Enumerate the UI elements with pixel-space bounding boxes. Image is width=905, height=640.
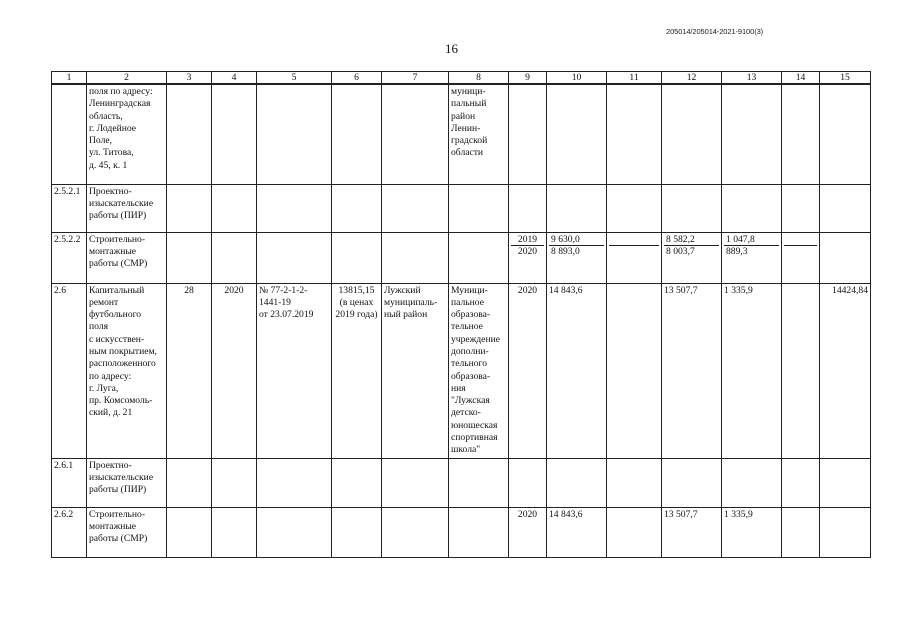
cell-c9: [509, 458, 547, 507]
cell-c13: [722, 458, 782, 507]
cell-c4: [212, 84, 257, 184]
cell-c10: [547, 458, 607, 507]
cell-c10: [547, 184, 607, 232]
cell-c15: [820, 232, 871, 283]
cell-c10: 14 843,6: [547, 507, 607, 557]
header-cell: 9: [509, 72, 547, 85]
cell-c6: [332, 184, 382, 232]
cell-c4: 2020: [212, 283, 257, 458]
page-number: 16: [445, 41, 458, 56]
cell-c6: 13815,15 (в ценах 2019 года): [332, 283, 382, 458]
header-cell: 13: [722, 72, 782, 85]
cell-number: 2.5.2.1: [52, 184, 87, 232]
table-row: [52, 184, 871, 232]
c12-first: 8 582,2: [664, 234, 719, 246]
header-cell: 14: [782, 72, 820, 85]
cell-c14: [782, 458, 820, 507]
cell-c5: № 77-2-1-2- 1441-19 от 23.07.2019: [257, 283, 332, 458]
cell-c8: [449, 507, 509, 557]
cell-c3: [167, 507, 212, 557]
cell-name: Капитальный ремонт футбольного поля с искусствен- ным покрытием, расположенного по адресу: г. Луга, пр. Комсомоль- ский, д. 21: [87, 283, 167, 458]
cell-c14: [782, 232, 820, 283]
cell-c7: [382, 507, 449, 557]
amount-second: 8 893,0: [551, 245, 580, 257]
cell-c12: [662, 232, 722, 283]
table-row: [52, 458, 871, 507]
cell-c15: 14424,84: [820, 283, 871, 458]
cell-number: [52, 84, 87, 184]
header-cell: 12: [662, 72, 722, 85]
cell-name: поля по адресу: Ленинградская область, г. Лодейное Поле, ул. Титова, д. 45, к. 1: [87, 84, 167, 184]
cell-c8: [449, 184, 509, 232]
table-row: [52, 507, 871, 557]
header-cell: 11: [607, 72, 662, 85]
cell-c11: [607, 84, 662, 184]
cell-c9: 2020: [509, 507, 547, 557]
cell-c10: [547, 84, 607, 184]
cell-c3: [167, 184, 212, 232]
cell-c12: [662, 184, 722, 232]
document-code: 205014/205014-2021-9100(3): [666, 27, 764, 36]
cell-c6: [332, 84, 382, 184]
c13-first: 1 047,8: [724, 234, 779, 246]
cell-c15: [820, 507, 871, 557]
cell-c6: [332, 458, 382, 507]
header-cell: 7: [382, 72, 449, 85]
cell-c7: Лужский муниципаль- ный район: [382, 283, 449, 458]
cell-c8: муници- пальный район Ленин- градской области: [449, 84, 509, 184]
cell-c11: [607, 232, 662, 283]
c11-first: [609, 234, 659, 246]
year-first: 2019: [511, 234, 544, 246]
cell-c3: [167, 458, 212, 507]
cell-c4: [212, 232, 257, 283]
table-row: [52, 232, 871, 283]
cell-c6: [332, 507, 382, 557]
cell-c12: [662, 458, 722, 507]
cell-c12: 13 507,7: [662, 283, 722, 458]
cell-c13: [722, 184, 782, 232]
header-cell: 3: [167, 72, 212, 85]
header-cell: 8: [449, 72, 509, 85]
cell-c9: [509, 184, 547, 232]
cell-c7: [382, 458, 449, 507]
table-row: [52, 84, 871, 184]
cell-c6: [332, 232, 382, 283]
header-row: [52, 72, 871, 85]
cell-number: 2.6: [52, 283, 87, 458]
amount-first: 9 630,0: [549, 234, 604, 246]
cell-c5: [257, 507, 332, 557]
table-row: [52, 283, 871, 458]
cell-c5: [257, 184, 332, 232]
cell-c7: [382, 84, 449, 184]
cell-c15: [820, 184, 871, 232]
cell-c8: Муници- пальное образова- тельное учреждение дополни- тельного образова- ния "Лужская детско- юношеская спортивная школа": [449, 283, 509, 458]
cell-c13: [722, 232, 782, 283]
cell-c14: [782, 184, 820, 232]
header-cell: 10: [547, 72, 607, 85]
c12-second: 8 003,7: [666, 245, 695, 257]
cell-c5: [257, 232, 332, 283]
header-cell: 2: [87, 72, 167, 85]
c13-second: 889,3: [726, 245, 748, 257]
cell-c15: [820, 458, 871, 507]
cell-c3: 28: [167, 283, 212, 458]
cell-name: Строительно- монтажные работы (СМР): [87, 232, 167, 283]
cell-c4: [212, 458, 257, 507]
cell-c9: 2020: [509, 283, 547, 458]
cell-c8: [449, 458, 509, 507]
header-cell: 6: [332, 72, 382, 85]
cell-number: 2.6.2: [52, 507, 87, 557]
cell-c9: [509, 232, 547, 283]
cell-c13: 1 335,9: [722, 283, 782, 458]
cell-c11: [607, 458, 662, 507]
cell-c14: [782, 84, 820, 184]
cell-name: Проектно- изыскательские работы (ПИР): [87, 458, 167, 507]
header-cell: 4: [212, 72, 257, 85]
cell-c5: [257, 458, 332, 507]
cell-c10: [547, 232, 607, 283]
cell-c5: [257, 84, 332, 184]
cell-c15: [820, 84, 871, 184]
cell-name: Строительно- монтажные работы (СМР): [87, 507, 167, 557]
header-cell: 1: [52, 72, 87, 85]
cell-c9: [509, 84, 547, 184]
cell-number: 2.5.2.2: [52, 232, 87, 283]
cell-c7: [382, 232, 449, 283]
cell-c12: [662, 84, 722, 184]
cell-c4: [212, 507, 257, 557]
cell-c10: 14 843,6: [547, 283, 607, 458]
cell-name: Проектно- изыскательские работы (ПИР): [87, 184, 167, 232]
cell-c4: [212, 184, 257, 232]
header-cell: 15: [820, 72, 871, 85]
cell-c13: 1 335,9: [722, 507, 782, 557]
cell-c11: [607, 507, 662, 557]
cell-c13: [722, 84, 782, 184]
cell-c14: [782, 507, 820, 557]
cell-c11: [607, 184, 662, 232]
cell-c11: [607, 283, 662, 458]
cell-number: 2.6.1: [52, 458, 87, 507]
cell-c3: [167, 232, 212, 283]
cell-c14: [782, 283, 820, 458]
cell-c7: [382, 184, 449, 232]
c14-first: [784, 234, 817, 246]
cell-c8: [449, 232, 509, 283]
data-table: [51, 71, 871, 558]
header-cell: 5: [257, 72, 332, 85]
cell-c3: [167, 84, 212, 184]
cell-c12: 13 507,7: [662, 507, 722, 557]
year-second: 2020: [517, 245, 538, 257]
